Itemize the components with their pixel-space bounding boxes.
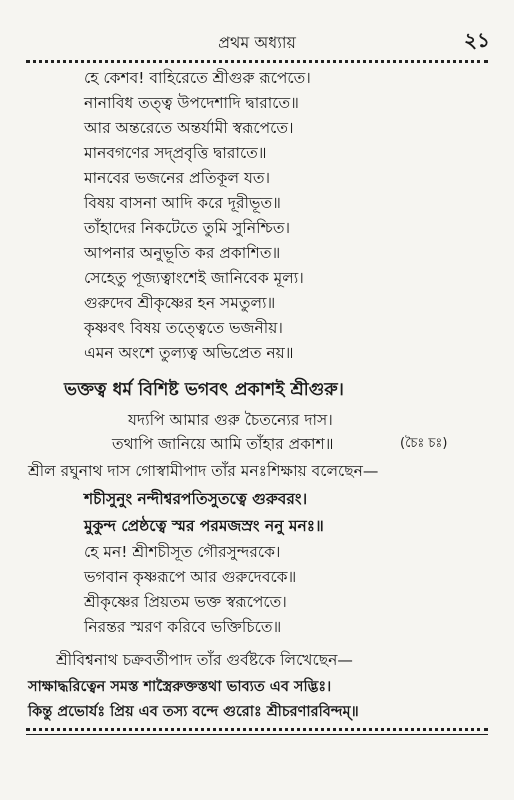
- page-number: ২১: [464, 28, 490, 52]
- verse-line: আপনার অনুভূতি কর প্রকাশিত॥: [84, 244, 281, 262]
- verse-line: শ্রীকৃষ্ণের প্রিয়তম ভক্ত স্বরূপেতে।: [84, 593, 287, 611]
- sanskrit-line: শচীসুনুং নন্দীশ্বরপতিসুতত্বে গুরুবরং।: [84, 490, 308, 508]
- section-heading: ভক্তত্ব ধর্ম বিশিষ্ট ভগবৎ প্রকাশই শ্রীগুরু।: [64, 380, 344, 400]
- verse-line: যদ্যপি আমার গুরু চৈতন্যের দাস।: [128, 411, 333, 429]
- prose-line: শ্রীল রঘুনাথ দাস গোস্বামীপাদ তাঁর মনঃশিক্ষায় বলেছেন—: [28, 462, 379, 480]
- verse-line: হে কেশব! বাহিরেতে শ্রীগুরু রূপেতে।: [84, 69, 311, 87]
- page-header: [20, 26, 494, 56]
- verse-line: মানবের ভজনের প্রতিকূল যত।: [84, 169, 271, 187]
- citation: (চৈঃ চঃ): [400, 436, 448, 451]
- sanskrit-line: মুকুন্দ প্রেষ্ঠত্বে স্মর পরমজস্রং ননু মনঃ॥: [84, 517, 324, 535]
- verse-line: তথাপি জানিয়ে আমি তাঁহার প্রকাশ॥: [112, 435, 334, 453]
- verse-line: বিষয় বাসনা আদি করে দূরীভূত॥: [84, 194, 281, 212]
- verse-line: হে মন! শ্রীশচীসূত গৌরসুন্দরকে।: [84, 543, 281, 561]
- verse-line: কৃষ্ণবৎ বিষয় তত্ত্বেতে ভজনীয়।: [84, 319, 283, 337]
- sanskrit-line: সাক্ষাদ্ধরিত্বেন সমস্ত শাস্ত্রৈরুক্তস্তথা ভাব্যত এব সদ্ভিঃ।: [28, 679, 332, 695]
- verse-line: নানাবিধ তত্ত্ব উপদেশাদি দ্বারাতে॥: [84, 94, 299, 112]
- verse-line: এমন অংশে তুল্যত্ব অভিপ্রেত নয়॥: [84, 344, 294, 362]
- sanskrit-line: কিন্তু প্রভোর্যঃ প্রিয় এব তস্য বন্দে গুরোঃ শ্রীচরণারবিন্দম্॥: [28, 704, 359, 720]
- chapter-title: প্রথম অধ্যায়: [218, 33, 296, 52]
- prose-line: শ্রীবিশ্বনাথ চক্রবর্তীপাদ তাঁর গুর্বষ্টকে লিখেছেন—: [56, 651, 353, 669]
- verse-line: ভগবান কৃষ্ণরূপে আর গুরুদেবকে॥: [84, 568, 297, 586]
- verse-line: তাঁহাদের নিকটেতে তুমি সুনিশ্চিত।: [84, 219, 291, 237]
- verse-line: সেহেতু পূজ্যত্বাংশেই জানিবেক মূল্য।: [84, 269, 304, 287]
- footer-solid-rule: [26, 734, 488, 735]
- verse-line: আর অন্তরেতে অন্তর্যামী স্বরূপেতে।: [84, 119, 294, 137]
- verse-line: মানবগণের সদ্প্রবৃত্তি দ্বারাতে॥: [84, 144, 267, 162]
- verse-line: নিরন্তর স্মরণ করিবে ভক্তিচিতে॥: [84, 618, 282, 636]
- verse-line: গুরুদেব শ্রীকৃষ্ণের হন সমতুল্য॥: [84, 294, 276, 312]
